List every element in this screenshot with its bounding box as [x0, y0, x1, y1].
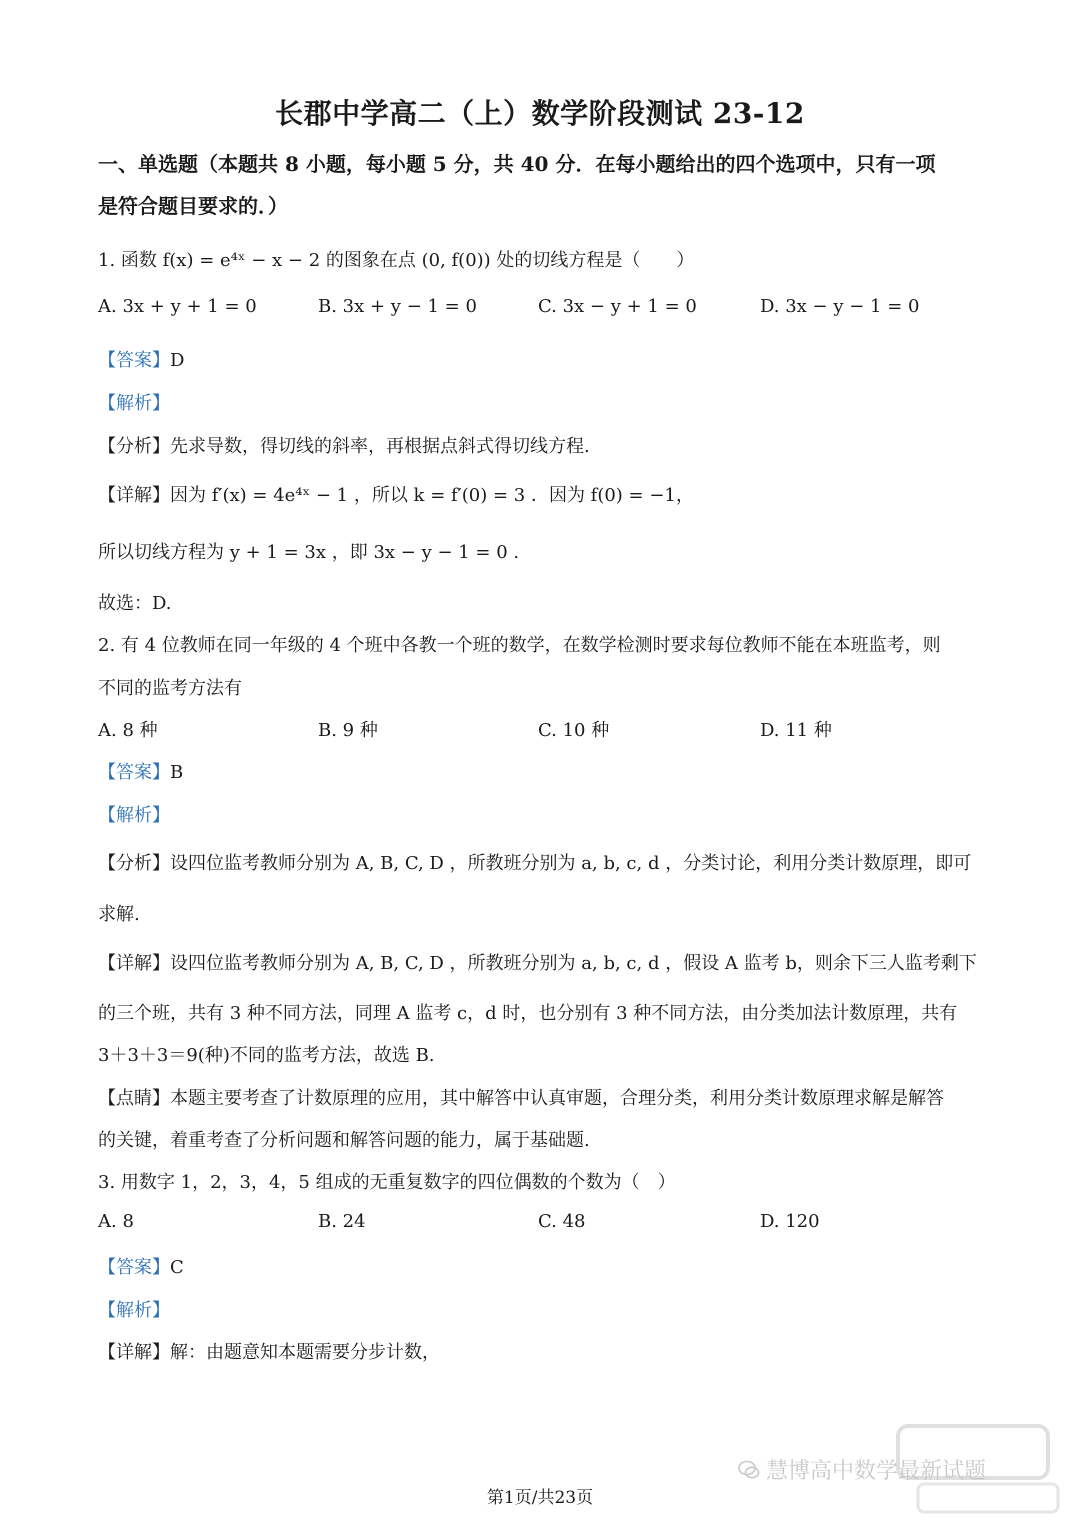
- q3-xiangjie-text1: 解：由题意知本题需要分步计数，: [170, 1342, 440, 1363]
- q1-fenxi-text: 先求导数，得切线的斜率，再根据点斜式得切线方程.: [170, 436, 590, 457]
- q1-answer-value: D: [170, 350, 185, 371]
- fenxi-tag: 【分析】: [98, 436, 170, 457]
- q2-xiangjie-line2: 的三个班，共有 3 种不同方法，同理 A 监考 c，d 时，也分别有 3 种不同方法，由分类加法计数原理，共有: [98, 1003, 958, 1024]
- q2-fenxi-line1: [98, 849, 971, 875]
- answer-tag: 【答案】: [98, 1257, 170, 1278]
- q3-analysis-line: [98, 1296, 170, 1322]
- section-heading-line1: 一、单选题（本题共 8 小题，每小题 5 分，共 40 分．在每小题给出的四个选项中，只有一项: [98, 152, 936, 176]
- q1-answer-line: [98, 346, 184, 372]
- page-title: 长郡中学高二（上）数学阶段测试 23-12: [275, 97, 805, 130]
- page-footer: 第1页/共23页: [486, 1488, 594, 1508]
- q2-option-a: A. 8 种: [98, 720, 158, 741]
- q3-option-c: C. 48: [538, 1211, 586, 1232]
- analysis-tag: 【解析】: [98, 805, 170, 826]
- q2-option-c: C. 10 种: [538, 720, 610, 741]
- q3-option-d: D. 120: [760, 1211, 820, 1232]
- q1-guxuan: 故选：D.: [98, 593, 172, 614]
- xiangjie-tag: 【详解】: [98, 953, 170, 974]
- q2-analysis-line: [98, 801, 170, 827]
- q2-xiangjie-text1: 设四位监考教师分别为 A, B, C, D ，所教班分别为 a, b, c, d ，假设 A 监考 b，则余下三人监考剩下: [170, 953, 977, 974]
- q2-stem-line2: 不同的监考方法有: [98, 678, 242, 699]
- q3-answer-line: [98, 1253, 184, 1279]
- section-heading-line2: 是符合题目要求的．）: [98, 194, 288, 218]
- q1-option-b: B. 3x + y − 1 = 0: [318, 296, 477, 317]
- fenxi-tag: 【分析】: [98, 853, 170, 874]
- q1-option-a: A. 3x + y + 1 = 0: [98, 296, 257, 317]
- q2-dianjing-line1: [98, 1084, 944, 1110]
- watermark-text: 慧博高中数学最新试题: [766, 1459, 987, 1484]
- q3-option-b: B. 24: [318, 1211, 366, 1232]
- analysis-tag: 【解析】: [98, 393, 170, 414]
- q3-xiangjie-line1: [98, 1338, 440, 1364]
- q1-option-d: D. 3x − y − 1 = 0: [760, 296, 920, 317]
- q2-answer-value: B: [170, 762, 184, 783]
- dianjing-tag: 【点睛】: [98, 1088, 170, 1109]
- q1-stem: 1. 函数 f(x) = e⁴ˣ − x − 2 的图象在点 (0, f(0)) 处的切线方程是（ ）: [98, 250, 695, 271]
- xiangjie-tag: 【详解】: [98, 1342, 170, 1363]
- q1-analysis-line: [98, 389, 170, 415]
- q1-fenxi-line: [98, 432, 590, 458]
- q1-xiangjie-text1: 因为 f′(x) = 4e⁴ˣ − 1 ，所以 k = f′(0) = 3 ．因为 f(0) = −1，: [170, 485, 694, 506]
- q2-option-b: B. 9 种: [318, 720, 378, 741]
- q1-xiangjie-line2: 所以切线方程为 y + 1 = 3x ，即 3x − y − 1 = 0 .: [98, 542, 520, 563]
- analysis-tag: 【解析】: [98, 1300, 170, 1321]
- q1-xiangjie-line1: [98, 481, 694, 507]
- xiangjie-tag: 【详解】: [98, 485, 170, 506]
- q3-answer-value: C: [170, 1257, 184, 1278]
- watermark: [738, 1454, 986, 1485]
- answer-tag: 【答案】: [98, 762, 170, 783]
- q2-option-d: D. 11 种: [760, 720, 832, 741]
- q2-fenxi-text1: 设四位监考教师分别为 A, B, C, D ，所教班分别为 a, b, c, d ，分类讨论，利用分类计数原理，即可: [170, 853, 972, 874]
- q2-stem-line1: 2. 有 4 位教师在同一年级的 4 个班中各教一个班的数学，在数学检测时要求每位教师不能在本班监考，则: [98, 635, 941, 656]
- q2-fenxi-line2: 求解.: [98, 904, 140, 925]
- q2-dianjing-text1: 本题主要考查了计数原理的应用，其中解答中认真审题，合理分类，利用分类计数原理求解是解答: [170, 1088, 944, 1109]
- q3-option-a: A. 8: [98, 1211, 134, 1232]
- answer-tag: 【答案】: [98, 350, 170, 371]
- q2-xiangjie-line3: 3＋3＋3＝9(种)不同的监考方法，故选 B.: [98, 1045, 435, 1066]
- q2-answer-line: [98, 758, 183, 784]
- wechat-icon: [738, 1459, 760, 1481]
- q2-xiangjie-line1: [98, 949, 977, 975]
- q3-stem: 3. 用数字 1，2，3，4，5 组成的无重复数字的四位偶数的个数为（ ）: [98, 1172, 676, 1193]
- q2-dianjing-line2: 的关键，着重考查了分析问题和解答问题的能力，属于基础题.: [98, 1130, 590, 1151]
- q1-option-c: C. 3x − y + 1 = 0: [538, 296, 697, 317]
